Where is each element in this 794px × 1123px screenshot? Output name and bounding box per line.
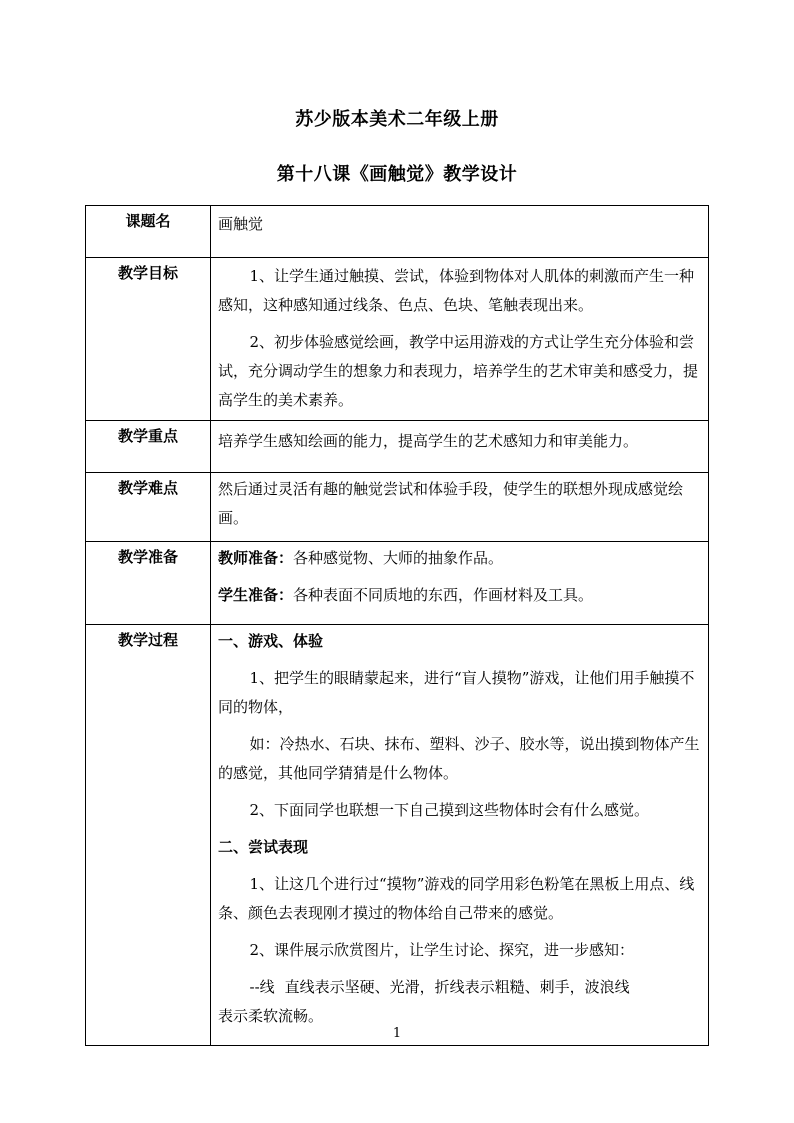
lesson-title: 第十八课《画触觉》教学设计 [276,164,518,185]
process-content [211,625,709,1046]
table-row [86,421,709,473]
student-preparation-label: 学生准备： [218,586,294,604]
goal-item-1: 1、让学生通过触摸、尝试，体验到物体对人肌体的刺激而产生一种感知，这种感知通过线条、色点、色块、笔触表现出来。 [218,267,695,314]
process-s2-paragraph-1: 1、让这几个进行过“摸物”游戏的同学用彩色粉笔在黑板上用点、线条、颜色去表现刚才摸过的物体给自己带来的感觉。 [218,875,695,922]
row-label-goal: 教学目标 [86,258,211,421]
process-s1-paragraph-3: 2、下面同学也联想一下自己摸到这些物体时会有什么感觉。 [249,801,650,819]
topic-value: 画触觉 [211,206,709,258]
teacher-preparation-value: 各种感觉物、大师的抽象作品。 [293,549,504,567]
teacher-preparation [218,544,701,573]
table-row [86,625,709,1046]
table-row [86,473,709,542]
row-label-process: 教学过程 [86,625,211,1046]
row-label-difficulty: 教学难点 [86,473,211,542]
document-title: 苏少版本美术二年级上册 [295,109,499,130]
line-description: 直线表示坚硬、光滑，折线表示粗糙、刺手，波浪线 [284,978,630,996]
key-point-value: 培养学生感知绘画的能力，提高学生的艺术感知力和审美能力。 [211,421,709,473]
student-preparation-value: 各种表面不同质地的东西，作画材料及工具。 [293,586,594,604]
process-s2-paragraph-4: 表示柔软流畅。 [218,1007,324,1025]
goal-content [211,258,709,421]
lesson-plan-table [85,205,709,1046]
line-dash-label: --线 [249,978,275,996]
student-preparation [218,581,701,610]
process-section-2-heading: 二、尝试表现 [218,838,309,856]
goal-item-2: 2、初步体验感觉绘画，教学中运用游戏的方式让学生充分体验和尝试，充分调动学生的想象力和表现力，培养学生的艺术审美和感受力，提高学生的美术素养。 [218,333,699,409]
process-s1-paragraph-1: 1、把学生的眼睛蒙起来，进行“盲人摸物”游戏，让他们用手触摸不同的物体， [218,669,695,716]
row-label-key-point: 教学重点 [86,421,211,473]
table-row [86,258,709,421]
process-s2-paragraph-2: 2、课件展示欣赏图片，让学生讨论、探究，进一步感知： [249,941,635,959]
teacher-preparation-label: 教师准备： [218,549,294,567]
preparation-content [211,542,709,625]
row-label-preparation: 教学准备 [86,542,211,625]
process-s2-paragraph-3 [218,973,701,1002]
row-label-topic: 课题名 [86,206,211,258]
difficulty-value: 然后通过灵活有趣的触觉尝试和体验手段，使学生的联想外现成感觉绘画。 [211,473,709,542]
table-row [86,206,709,258]
table-row [86,542,709,625]
process-section-1-heading: 一、游戏、体验 [218,632,324,650]
process-s1-paragraph-2: 如：冷热水、石块、抹布、塑料、沙子、胶水等，说出摸到物体产生的感觉，其他同学猜猜是什么物体。 [218,735,700,782]
page-number: 1 [392,1026,402,1041]
